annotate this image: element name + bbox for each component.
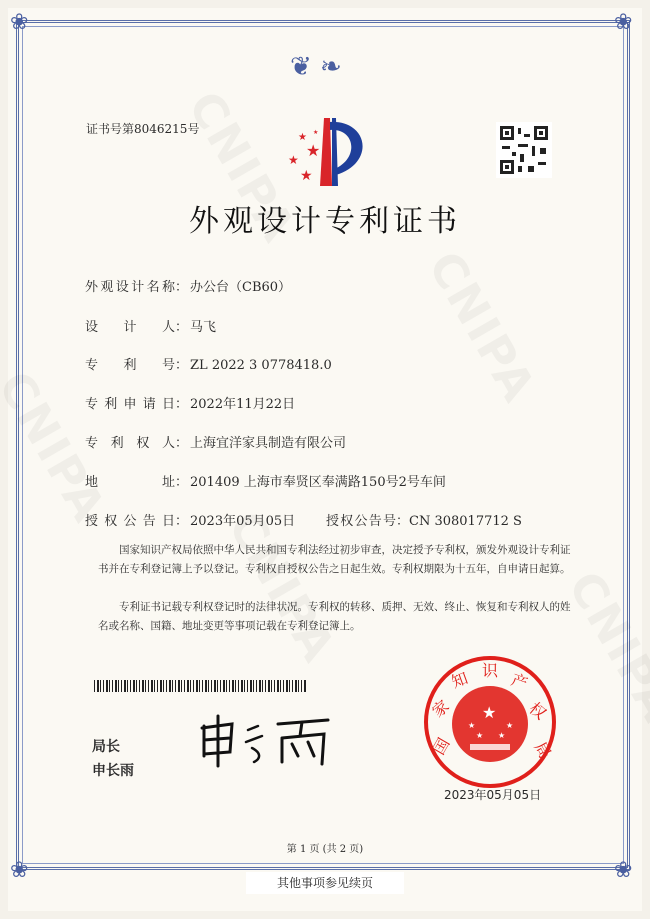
svg-text:国: 国 (429, 734, 454, 758)
certificate-number: 证书号第8046215号 (86, 122, 200, 136)
page-title: 外观设计专利证书 (189, 204, 461, 239)
svg-text:产: 产 (508, 669, 531, 694)
svg-text:识: 识 (482, 661, 499, 680)
seal-date: 2023年05月05日 (444, 788, 542, 802)
continued-note: 其他事项参见续页 (246, 872, 404, 894)
signatory-title: 局长 (92, 739, 120, 755)
field-label: 授权公告号 (326, 514, 396, 529)
field-address: 地址： 201409 上海市奉贤区奉满路150号2号车间 (85, 471, 446, 490)
svg-text:★: ★ (476, 731, 484, 740)
field-value: 办公台（CB60） (190, 280, 292, 295)
field-announcement-number: 授权公告号：CN 308017712 S (326, 510, 522, 529)
field-designer: 设计人： 马飞 (85, 316, 216, 335)
field-label: 外观设计名称 (85, 280, 175, 295)
field-patentee: 专利权人： 上海宜洋家具制造有限公司 (85, 432, 346, 451)
field-label: 授权公告日 (85, 514, 175, 529)
svg-text:★: ★ (482, 703, 497, 722)
field-label: 设计人 (85, 320, 175, 335)
field-patent-number: 专利号： ZL 2022 3 0778418.0 (85, 354, 332, 373)
field-value: 2022年11月22日 (190, 397, 296, 412)
field-label: 地址 (85, 475, 175, 490)
svg-text:★: ★ (313, 129, 319, 136)
svg-text:★: ★ (498, 731, 506, 740)
statement-paragraph: 国家知识产权局依照中华人民共和国专利法经过初步审查，决定授予专利权，颁发外观设计专利证书并在专利登记簿上予以登记。专利权自授权公告之日起生效。专利权期限为十五年，自申请日起算。 (98, 544, 571, 575)
svg-text:局: 局 (530, 738, 555, 762)
svg-text:★: ★ (298, 132, 307, 143)
corner-ornament-icon: ❀ (10, 10, 29, 35)
qr-code-icon (500, 126, 548, 174)
svg-text:★: ★ (288, 153, 299, 167)
page-number: 第 1 页 (共 2 页) (286, 844, 364, 855)
field-grant-date: 授权公告日： 2023年05月05日 (85, 510, 295, 529)
svg-text:★: ★ (468, 721, 476, 730)
field-value: ZL 2022 3 0778418.0 (190, 358, 332, 373)
corner-ornament-icon: ❀ (614, 10, 633, 35)
field-label: 专利申请日 (85, 397, 175, 412)
field-value: 2023年05月05日 (190, 514, 296, 529)
field-label: 专利号 (85, 358, 175, 373)
svg-text:★: ★ (306, 141, 321, 160)
corner-ornament-icon: ❀ (614, 858, 633, 883)
qr-code[interactable] (496, 122, 552, 178)
field-value: 马飞 (190, 320, 217, 335)
field-value: CN 308017712 S (409, 514, 522, 529)
svg-text:家: 家 (428, 696, 453, 722)
top-ornament-icon: ❦ ❧ (290, 52, 342, 82)
barcode (94, 680, 306, 692)
handwritten-signature (196, 712, 336, 768)
field-label: 专利权人 (85, 436, 175, 451)
field-design-name: 外观设计名称： 办公台（CB60） (85, 276, 291, 295)
signatory-name: 申长雨 (92, 763, 134, 779)
field-application-date: 专利申请日： 2022年11月22日 (85, 393, 295, 412)
official-seal (420, 652, 560, 792)
corner-ornament-icon: ❀ (10, 858, 29, 883)
cnipa-logo-icon (280, 114, 370, 190)
field-value: 201409 上海市奉贤区奉满路150号2号车间 (190, 475, 446, 490)
svg-text:权: 权 (525, 698, 550, 724)
svg-text:★: ★ (300, 168, 313, 184)
svg-text:知: 知 (448, 668, 471, 692)
field-value: 上海宜洋家具制造有限公司 (190, 436, 347, 451)
svg-text:★: ★ (506, 721, 514, 730)
statement-paragraph: 专利证书记载专利权登记时的法律状况。专利权的转移、质押、无效、终止、恢复和专利权人的姓名或名称、国籍、地址变更等事项记载在专利登记簿上。 (98, 601, 571, 632)
